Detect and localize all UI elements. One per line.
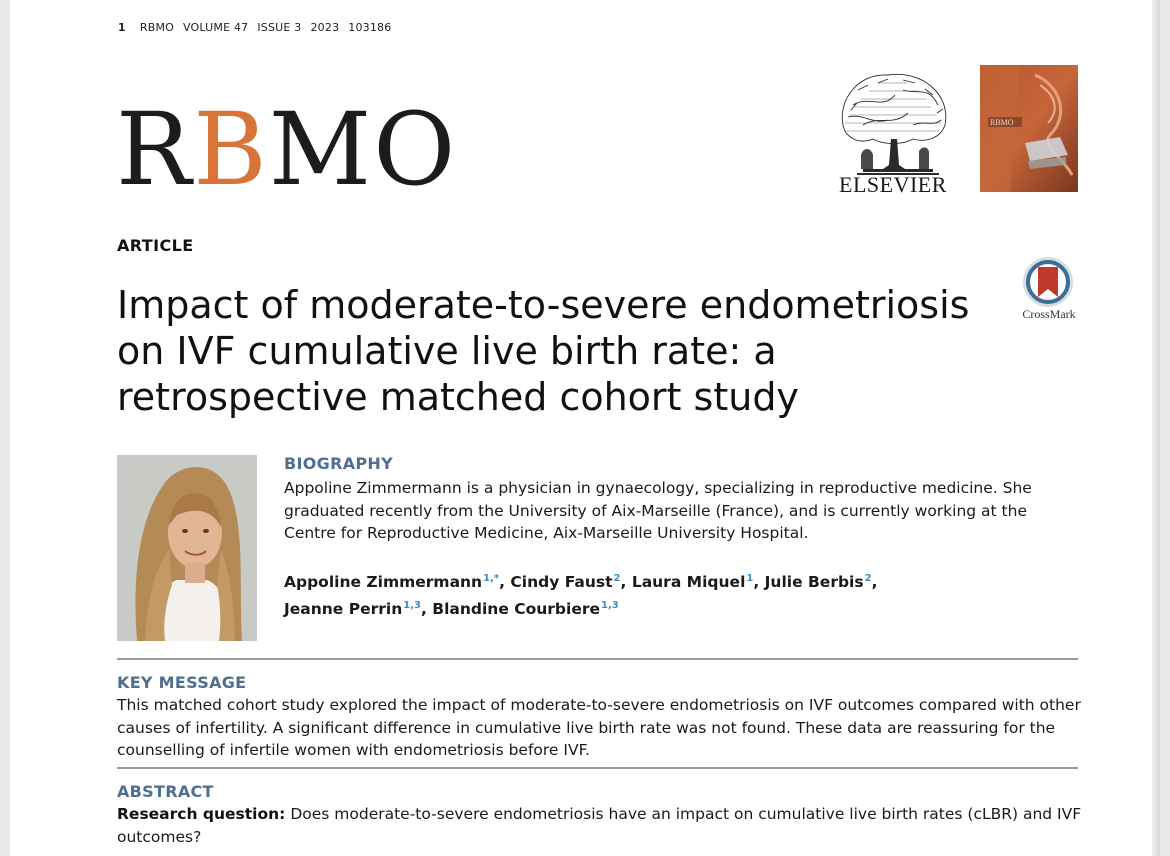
author-name[interactable]: Cindy Faust — [510, 573, 613, 592]
biography-text: Appoline Zimmermann is a physician in gynaecology, specializing in reproductive medicine. She graduated recently from the University of Aix-Marseille (France), and is currently working at the Centre for Reproductive Medicine, Aix-Marseille University Hospital. — [284, 479, 1032, 542]
abstract-heading: ABSTRACT — [117, 782, 214, 801]
page-number: 1 — [118, 21, 126, 34]
author-photo — [117, 455, 257, 641]
key-message-heading: KEY MESSAGE — [117, 673, 247, 692]
key-message-text: This matched cohort study explored the impact of moderate-to-severe endometriosis on IVF outcomes compared with other causes of infertility. A significant difference in cumulative live birth rate was not found. These data are reassuring for the counselling of infertile women with endometriosis before IVF. — [117, 696, 1081, 759]
author-affiliation[interactable]: 1,3 — [403, 600, 421, 612]
journal-cover-thumbnail — [980, 65, 1078, 192]
header-year: 2023 — [310, 21, 340, 34]
author-affiliation[interactable]: 1,3 — [601, 600, 619, 612]
article-title: Impact of moderate-to-severe endometriosis on IVF cumulative live birth rate: a retrospective matched cohort study — [117, 283, 970, 419]
svg-text:RBMO: RBMO — [990, 118, 1014, 127]
journal-logo — [116, 91, 458, 208]
section-divider — [117, 658, 1078, 660]
article-page — [10, 0, 1160, 856]
author-affiliation[interactable]: 2 — [864, 573, 872, 584]
logo-part-b: B — [193, 91, 269, 208]
research-question-label: Research question: — [117, 805, 286, 823]
logo-part-r: R — [116, 91, 194, 208]
research-question-paragraph — [117, 803, 1092, 848]
author-name[interactable]: Blandine Courbiere — [432, 600, 601, 619]
crossmark-label[interactable]: CrossMark — [1022, 307, 1076, 321]
page-edge-shadow — [1152, 0, 1160, 856]
header-issue: ISSUE 3 — [257, 21, 302, 34]
author-name[interactable]: Julie Berbis — [764, 573, 864, 592]
header-journal: RBMO — [139, 21, 174, 34]
header-volume: VOLUME 47 — [183, 21, 249, 34]
elsevier-wordmark: ELSEVIER — [839, 172, 947, 197]
author-name[interactable]: Appoline Zimmermann — [284, 573, 483, 592]
research-question-text: Does moderate-to-severe endometriosis have an impact on cumulative live birth rates (cLBR) and IVF outcomes? — [117, 805, 1082, 846]
article-type-label: ARTICLE — [117, 236, 194, 255]
biography-heading: BIOGRAPHY — [284, 454, 393, 473]
author-affiliation[interactable]: 1 — [746, 573, 754, 584]
logo-part-mo: MO — [268, 91, 458, 208]
author-name[interactable]: Laura Miquel — [631, 573, 746, 592]
author-affiliation[interactable]: 1,* — [483, 573, 500, 584]
running-header — [118, 21, 400, 34]
author-name[interactable]: Jeanne Perrin — [284, 600, 403, 619]
section-divider — [117, 767, 1078, 769]
author-list: Appoline Zimmermann$^{1,*}$, Cindy Faust$^2$, Laura Miquel$^1$, Julie Berbis$^2$, Jeanne Perrin$^{1,3}$, Blandine Courbiere$^{1,3}$ — [284, 573, 878, 619]
author-affiliation[interactable]: 2 — [613, 573, 621, 584]
header-article-id: 103186 — [348, 21, 392, 34]
